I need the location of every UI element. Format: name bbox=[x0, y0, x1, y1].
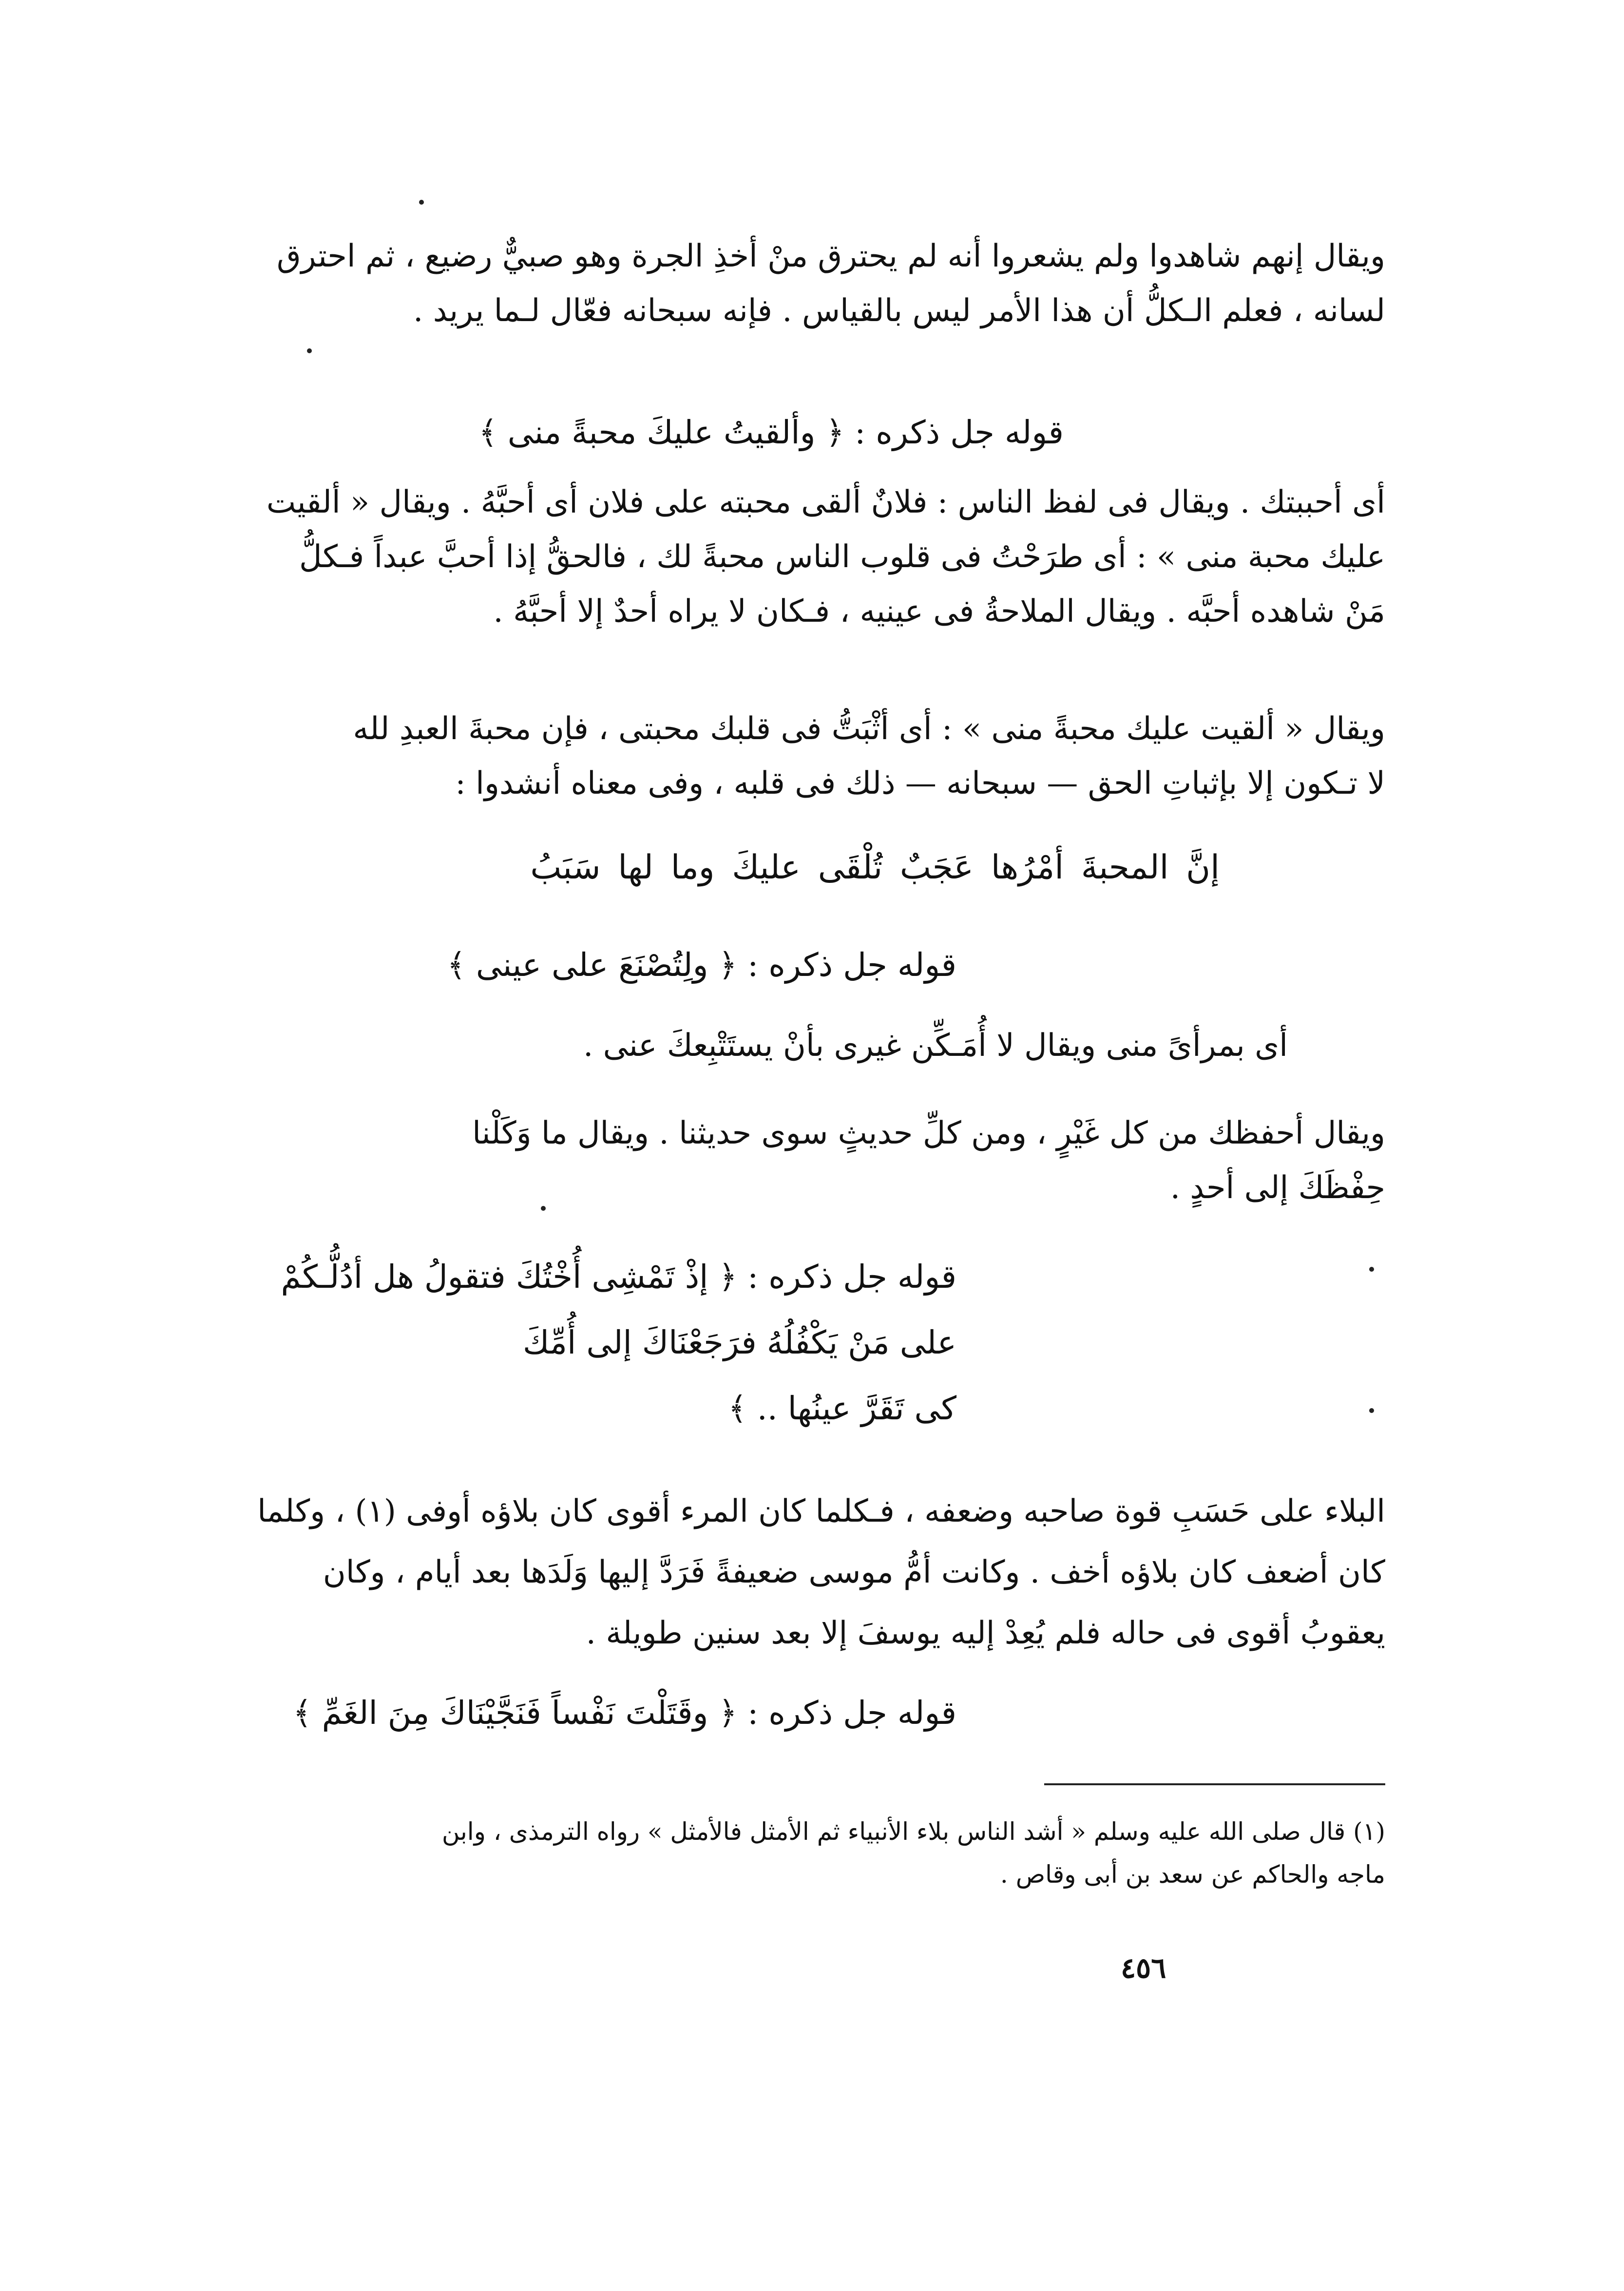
scan-dot bbox=[1369, 1408, 1374, 1413]
verse-heading-4: قوله جل ذكره : ﴿ وقَتَلْتَ نَفْساً فَنَجَّيْنَاكَ مِنَ الغَمِّ ﴾ bbox=[292, 1694, 956, 1732]
verse-heading-1: قوله جل ذكره : ﴿ وألقيتُ عليكَ محبةً منى ﴾ bbox=[478, 414, 1064, 451]
paragraph-4 bbox=[362, 1018, 1288, 1073]
paragraph-5 bbox=[352, 1106, 1385, 1215]
text-line: يعقوبُ أقوى فى حاله فلم يُعِدْ إليه يوسفَ إلا بعد سنين طويلة . bbox=[586, 1615, 1385, 1651]
footnote bbox=[352, 1810, 1385, 1896]
footnote-divider bbox=[1044, 1783, 1385, 1785]
paragraph-3 bbox=[352, 702, 1385, 811]
scan-dot bbox=[1369, 1267, 1374, 1272]
text-line: حِفْظَكَ إلى أحدٍ . bbox=[1170, 1170, 1385, 1206]
verse-heading-3-line-2: على مَنْ يَكْفُلُهُ فرَجَعْنَاكَ إلى أُمِّكَ bbox=[523, 1324, 956, 1361]
text-line: ويقال إنهم شاهدوا ولم يشعروا أنه لم يحترق منْ أخذِ الجرة وهو صبيٌّ رضيع ، ثم احترق bbox=[276, 238, 1385, 274]
text-line: لا تـكون إلا بإثباتِ الحق — سبحانه — ذلك فى قلبه ، وفى معناه أنشدوا : bbox=[455, 765, 1385, 802]
text-line: كان أضعف كان بلاؤه أخف . وكانت أمُّ موسى ضعيفةً فَرَدَّ إليها وَلَدَها بعد أيام ، وكان bbox=[323, 1554, 1385, 1590]
text-line: لسانه ، فعلم الـكلُّ أن هذا الأمر ليس بالقياس . فإنه سبحانه فعّال لـما يريد . bbox=[413, 293, 1385, 329]
verse-heading-3-line-3: كى تَقَرَّ عينُها .. ﴾ bbox=[728, 1390, 956, 1427]
text-line: أى أحببتك . ويقال فى لفظ الناس : فلانٌ ألقى محبته على فلان أى أحبَّهُ . ويقال « ألقيت bbox=[266, 484, 1385, 520]
text-line: مَنْ شاهده أحبَّه . ويقال الملاحةُ فى عينيه ، فـكان لا يراه أحدٌ إلا أحبَّهُ . bbox=[493, 593, 1385, 630]
text-line: عليك محبة منى » : أى طرَحْتُ فى قلوب الناس محبةً لك ، فالحقُّ إذا أحبَّ عبداً فـكلُّ bbox=[299, 539, 1385, 575]
verse-heading-3-line-1: قوله جل ذكره : ﴿ إذْ تَمْشِى أُخْتُكَ فتقولُ هل أدُلُّـكُمْ bbox=[281, 1258, 956, 1296]
paragraph-2 bbox=[266, 475, 1385, 639]
footnote-line: ماجه والحاكم عن سعد بن أبى وقاص . bbox=[1000, 1860, 1385, 1889]
scan-dot bbox=[307, 348, 312, 353]
paragraph-6 bbox=[257, 1481, 1385, 1664]
text-line: ويقال « ألقيت عليك محبةً منى » : أى أثْبَتُّ فى قلبك محبتى ، فإن محبةَ العبدِ لله bbox=[353, 711, 1385, 747]
scan-dot bbox=[419, 200, 424, 205]
text-line: البلاء على حَسَبِ قوة صاحبه وضعفه ، فـكلما كان المرء أقوى كان بلاؤه أوفى (١) ، وكلما bbox=[257, 1493, 1385, 1529]
verse-heading-2: قوله جل ذكره : ﴿ ولِتُصْنَعَ على عينى ﴾ bbox=[447, 946, 956, 984]
footnote-line: (١) قال صلى الله عليه وسلم « أشد الناس بلاء الأنبياء ثم الأمثل فالأمثل » رواه الترمذى ، وابن bbox=[441, 1817, 1385, 1846]
page-number: ٤٥٦ bbox=[1121, 1951, 1166, 1985]
paragraph-1 bbox=[276, 229, 1385, 338]
poem-verse: إنَّ المحبةَ أمْرُها عَجَبٌ تُلْقَى عليكَ وما لها سَبَبُ bbox=[530, 848, 1220, 887]
text-line: ويقال أحفظك من كل غَيْرٍ ، ومن كلِّ حديثٍ سوى حديثنا . ويقال ما وَكَلْنا bbox=[472, 1115, 1385, 1151]
text-line: أى بمرأىً منى ويقال لا أُمَـكِّن غيرى بأنْ يستَتْبِعكَ عنى . bbox=[583, 1028, 1288, 1064]
